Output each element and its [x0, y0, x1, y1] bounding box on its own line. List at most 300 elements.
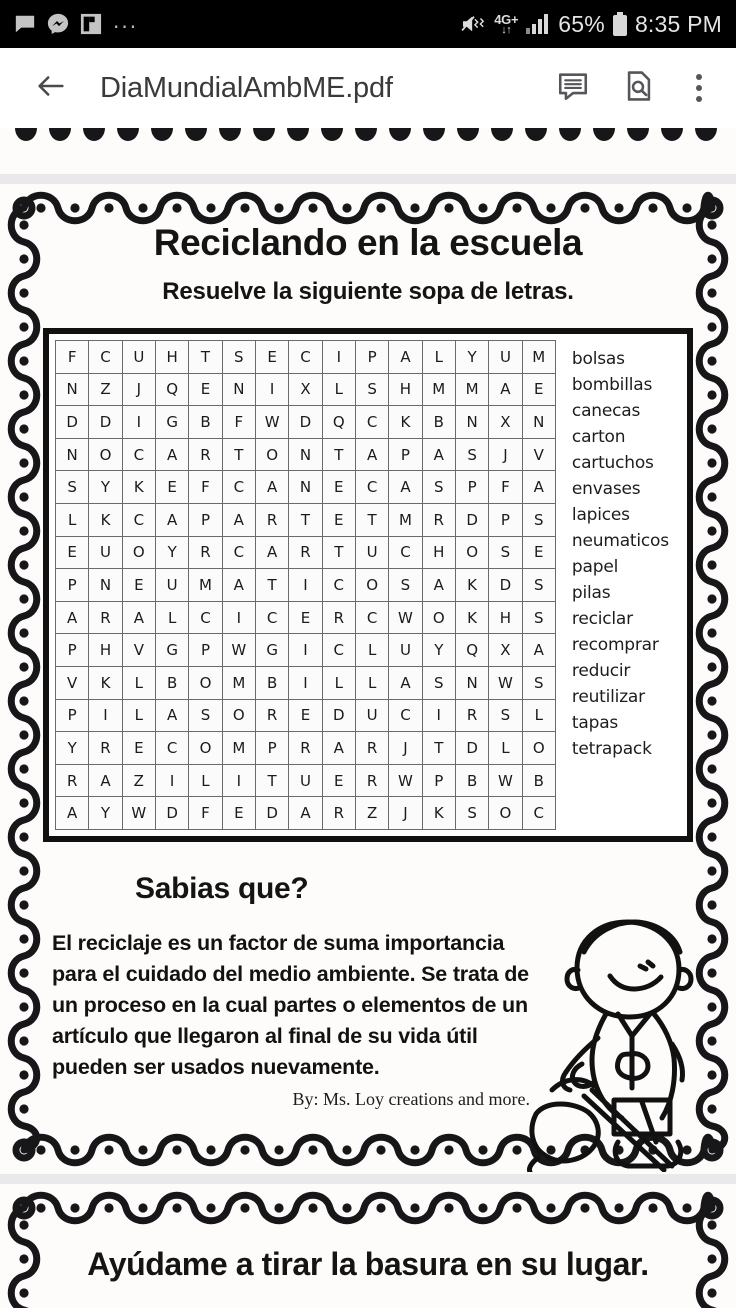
grid-cell[interactable]: C [222, 471, 255, 504]
grid-cell[interactable]: M [189, 569, 222, 602]
grid-cell[interactable]: R [189, 536, 222, 569]
grid-cell[interactable]: W [122, 797, 155, 830]
grid-cell[interactable]: A [155, 503, 188, 536]
grid-cell[interactable]: G [155, 406, 188, 439]
worksheet-instruction: Resuelve la siguiente sopa de letras. [162, 278, 574, 305]
grid-cell[interactable]: R [89, 732, 122, 765]
grid-cell[interactable]: H [155, 341, 188, 374]
grid-cell[interactable]: I [422, 699, 455, 732]
grid-cell[interactable]: E [189, 373, 222, 406]
grid-cell[interactable]: M [455, 373, 488, 406]
grid-cell[interactable]: L [522, 699, 555, 732]
grid-cell[interactable]: S [489, 536, 522, 569]
grid-cell[interactable]: D [155, 797, 188, 830]
grid-cell[interactable]: B [422, 406, 455, 439]
grid-cell[interactable]: I [222, 764, 255, 797]
grid-cell[interactable]: R [322, 797, 355, 830]
battery-percent-label: 65% [558, 10, 605, 37]
grid-cell[interactable]: M [522, 341, 555, 374]
grid-row [56, 764, 556, 797]
grid-cell[interactable]: A [522, 471, 555, 504]
grid-cell[interactable]: H [422, 536, 455, 569]
grid-cell[interactable]: E [56, 536, 89, 569]
grid-cell[interactable]: A [289, 797, 322, 830]
grid-cell[interactable]: A [155, 438, 188, 471]
grid-cell[interactable]: C [355, 471, 388, 504]
grid-cell[interactable]: C [389, 536, 422, 569]
grid-cell[interactable]: L [322, 666, 355, 699]
grid-row [56, 732, 556, 765]
grid-cell[interactable]: Q [155, 373, 188, 406]
grid-cell[interactable]: F [189, 797, 222, 830]
word-list [558, 338, 687, 832]
did-you-know-heading: Sabias que? [135, 871, 309, 905]
grid-cell[interactable]: X [489, 406, 522, 439]
word-list-item: tetrapack [571, 739, 652, 759]
flipboard-icon [80, 13, 102, 35]
grid-cell[interactable]: I [122, 406, 155, 439]
grid-cell[interactable]: L [122, 699, 155, 732]
grid-row [56, 471, 556, 504]
grid-cell[interactable]: L [422, 341, 455, 374]
grid-cell[interactable]: P [489, 503, 522, 536]
word-search-grid[interactable] [55, 340, 556, 830]
grid-cell[interactable]: N [455, 406, 488, 439]
grid-cell[interactable]: A [389, 666, 422, 699]
grid-cell[interactable]: O [89, 438, 122, 471]
grid-cell[interactable]: T [422, 732, 455, 765]
status-bar-left-icons [14, 7, 139, 35]
grid-cell[interactable]: D [322, 699, 355, 732]
grid-cell[interactable]: D [489, 569, 522, 602]
grid-row [56, 634, 556, 667]
grid-cell[interactable]: C [255, 601, 288, 634]
grid-cell[interactable]: S [56, 471, 89, 504]
grid-cell[interactable]: A [522, 634, 555, 667]
grid-cell[interactable]: D [89, 406, 122, 439]
grid-cell[interactable]: I [289, 569, 322, 602]
page-border-decoration-previous [0, 128, 736, 174]
grid-cell[interactable]: C [89, 341, 122, 374]
grid-cell[interactable]: C [122, 503, 155, 536]
grid-cell[interactable]: J [122, 373, 155, 406]
grid-cell[interactable]: E [522, 373, 555, 406]
grid-row [56, 341, 556, 374]
grid-cell[interactable]: A [255, 536, 288, 569]
grid-cell[interactable]: D [455, 503, 488, 536]
grid-cell[interactable]: A [322, 732, 355, 765]
grid-cell[interactable]: H [389, 373, 422, 406]
grid-cell[interactable]: A [422, 438, 455, 471]
worksheet-title: Reciclando en la escuela [153, 222, 583, 263]
grid-cell[interactable]: V [122, 634, 155, 667]
grid-cell[interactable]: T [222, 438, 255, 471]
grid-cell[interactable]: R [289, 732, 322, 765]
grid-cell[interactable]: S [455, 797, 488, 830]
grid-cell[interactable]: R [255, 503, 288, 536]
word-list-item: canecas [571, 401, 641, 421]
grid-cell[interactable]: U [389, 634, 422, 667]
grid-cell[interactable]: O [189, 732, 222, 765]
overflow-menu-button[interactable] [684, 68, 714, 108]
grid-cell[interactable]: O [455, 536, 488, 569]
grid-row [56, 536, 556, 569]
grid-cell[interactable]: N [455, 666, 488, 699]
grid-cell[interactable]: U [355, 536, 388, 569]
word-list-item: pilas [571, 583, 611, 603]
grid-cell[interactable]: S [422, 471, 455, 504]
grid-cell[interactable]: T [322, 438, 355, 471]
word-list-item: lapices [571, 505, 630, 525]
grid-cell[interactable]: O [422, 601, 455, 634]
grid-cell[interactable]: W [489, 764, 522, 797]
comment-icon [556, 69, 590, 108]
grid-cell[interactable]: K [122, 471, 155, 504]
grid-cell[interactable]: S [455, 438, 488, 471]
grid-cell[interactable]: S [189, 699, 222, 732]
grid-row [56, 406, 556, 439]
grid-cell[interactable]: E [322, 471, 355, 504]
grid-cell[interactable]: P [255, 732, 288, 765]
grid-cell[interactable]: S [389, 569, 422, 602]
grid-cell[interactable]: U [89, 536, 122, 569]
grid-cell[interactable]: U [122, 341, 155, 374]
word-list-item: neumaticos [571, 531, 669, 551]
grid-cell[interactable]: M [389, 503, 422, 536]
grid-cell[interactable]: P [56, 634, 89, 667]
grid-cell[interactable]: C [355, 406, 388, 439]
grid-cell[interactable]: D [289, 406, 322, 439]
grid-cell[interactable]: I [289, 666, 322, 699]
grid-cell[interactable]: L [155, 601, 188, 634]
grid-cell[interactable]: W [389, 601, 422, 634]
grid-cell[interactable]: K [389, 406, 422, 439]
grid-cell[interactable]: R [89, 601, 122, 634]
grid-cell[interactable]: W [489, 666, 522, 699]
grid-cell[interactable]: U [155, 569, 188, 602]
pdf-page-next [0, 1184, 736, 1308]
grid-cell[interactable]: A [122, 601, 155, 634]
signal-bars-icon [525, 13, 551, 35]
grid-cell[interactable]: C [389, 699, 422, 732]
grid-cell[interactable]: B [522, 764, 555, 797]
grid-cell[interactable]: S [522, 569, 555, 602]
grid-cell[interactable]: N [56, 438, 89, 471]
grid-cell[interactable]: G [155, 634, 188, 667]
grid-cell[interactable]: A [56, 601, 89, 634]
grid-cell[interactable]: P [56, 699, 89, 732]
status-bar-right-icons [461, 11, 722, 38]
grid-cell[interactable]: E [322, 503, 355, 536]
grid-cell[interactable]: B [455, 764, 488, 797]
grid-cell[interactable]: D [455, 732, 488, 765]
grid-cell[interactable]: X [289, 373, 322, 406]
word-list-item: reciclar [571, 609, 633, 629]
grid-cell[interactable]: J [389, 732, 422, 765]
grid-cell[interactable]: S [522, 601, 555, 634]
word-list-item: cartuchos [571, 453, 654, 473]
grid-cell[interactable]: C [322, 569, 355, 602]
mute-icon [461, 13, 487, 35]
pdf-viewport[interactable] [0, 128, 736, 1308]
grid-cell[interactable]: R [455, 699, 488, 732]
pdf-page-current [0, 184, 736, 1174]
back-button[interactable] [28, 65, 74, 111]
grid-cell[interactable]: I [89, 699, 122, 732]
grid-cell[interactable]: P [56, 569, 89, 602]
grid-cell[interactable]: L [355, 634, 388, 667]
comment-button[interactable] [552, 67, 594, 109]
word-list-item: reducir [571, 661, 631, 681]
grid-cell[interactable]: Y [422, 634, 455, 667]
grid-cell[interactable]: L [189, 764, 222, 797]
grid-cell[interactable]: Z [122, 764, 155, 797]
grid-cell[interactable]: T [189, 341, 222, 374]
grid-cell[interactable]: M [222, 666, 255, 699]
word-list-item: tapas [571, 713, 619, 733]
word-list-item: papel [571, 557, 619, 577]
grid-row [56, 699, 556, 732]
pdf-page-previous [0, 128, 736, 174]
grid-cell[interactable]: T [255, 764, 288, 797]
grid-cell[interactable]: Z [89, 373, 122, 406]
grid-cell[interactable]: V [56, 666, 89, 699]
word-list-item: bombillas [571, 375, 653, 395]
word-list-item: bolsas [571, 349, 625, 369]
grid-cell[interactable]: W [255, 406, 288, 439]
grid-cell[interactable]: P [355, 341, 388, 374]
word-search-grid-wrap [53, 338, 558, 832]
grid-cell[interactable]: O [222, 699, 255, 732]
document-search-icon [622, 69, 656, 108]
grid-cell[interactable]: A [222, 569, 255, 602]
grid-cell[interactable]: O [522, 732, 555, 765]
grid-cell[interactable]: A [255, 471, 288, 504]
grid-cell[interactable]: J [489, 438, 522, 471]
grid-cell[interactable]: C [289, 341, 322, 374]
word-list-item: reutilizar [571, 687, 645, 707]
overflow-menu-icon-dot3 [696, 96, 702, 102]
grid-cell[interactable]: P [189, 503, 222, 536]
word-list-item: recomprar [571, 635, 659, 655]
grid-cell[interactable]: I [222, 601, 255, 634]
grid-cell[interactable]: K [89, 503, 122, 536]
grid-row [56, 666, 556, 699]
grid-cell[interactable]: T [355, 503, 388, 536]
grid-cell[interactable]: C [355, 601, 388, 634]
grid-cell[interactable]: D [56, 406, 89, 439]
network-type-icon [494, 13, 518, 36]
grid-cell[interactable]: N [522, 406, 555, 439]
grid-cell[interactable]: P [389, 438, 422, 471]
grid-cell[interactable]: C [322, 634, 355, 667]
grid-cell[interactable]: N [56, 373, 89, 406]
grid-cell[interactable]: P [455, 471, 488, 504]
grid-cell[interactable]: S [422, 666, 455, 699]
grid-cell[interactable]: V [522, 438, 555, 471]
grid-cell[interactable]: L [322, 373, 355, 406]
grid-cell[interactable]: F [56, 341, 89, 374]
clock-label: 8:35 PM [634, 10, 722, 37]
document-search-button[interactable] [618, 67, 660, 109]
grid-cell[interactable]: Y [455, 341, 488, 374]
grid-cell[interactable]: T [255, 569, 288, 602]
more-notifications-ellipsis: ... [113, 7, 139, 33]
grid-row [56, 601, 556, 634]
grid-cell[interactable]: C [222, 536, 255, 569]
grid-cell[interactable]: E [289, 601, 322, 634]
grid-cell[interactable]: Y [155, 536, 188, 569]
app-bar [0, 48, 736, 128]
grid-cell[interactable]: I [289, 634, 322, 667]
grid-cell[interactable]: E [522, 536, 555, 569]
grid-cell[interactable]: F [489, 471, 522, 504]
grid-cell[interactable]: N [222, 373, 255, 406]
grid-cell[interactable]: N [289, 438, 322, 471]
grid-cell[interactable]: W [222, 634, 255, 667]
grid-cell[interactable]: K [422, 797, 455, 830]
grid-cell[interactable]: I [155, 764, 188, 797]
overflow-menu-icon-dot2 [696, 85, 702, 91]
grid-cell[interactable]: P [422, 764, 455, 797]
grid-cell[interactable]: L [489, 732, 522, 765]
grid-cell[interactable]: K [89, 666, 122, 699]
grid-row [56, 503, 556, 536]
grid-cell[interactable]: C [122, 438, 155, 471]
status-bar [0, 0, 736, 48]
grid-cell[interactable]: Y [56, 732, 89, 765]
grid-cell[interactable]: W [389, 764, 422, 797]
grid-cell[interactable]: A [89, 764, 122, 797]
grid-cell[interactable]: R [56, 764, 89, 797]
grid-cell[interactable]: I [255, 373, 288, 406]
grid-cell[interactable]: H [489, 601, 522, 634]
grid-cell[interactable]: A [222, 503, 255, 536]
grid-cell[interactable]: Q [322, 406, 355, 439]
grid-cell[interactable]: O [255, 438, 288, 471]
grid-cell[interactable]: K [455, 601, 488, 634]
grid-cell[interactable]: J [389, 797, 422, 830]
grid-cell[interactable]: X [489, 634, 522, 667]
grid-cell[interactable]: E [222, 797, 255, 830]
grid-cell[interactable]: U [489, 341, 522, 374]
grid-cell[interactable]: B [255, 666, 288, 699]
grid-cell[interactable]: G [255, 634, 288, 667]
grid-cell[interactable]: F [222, 406, 255, 439]
grid-cell[interactable]: R [355, 732, 388, 765]
child-sweeping-icon [522, 914, 722, 1172]
grid-cell[interactable]: E [289, 699, 322, 732]
grid-cell[interactable]: U [289, 764, 322, 797]
next-page-content [0, 1184, 736, 1283]
document-title: DiaMundialAmbME.pdf [100, 71, 393, 104]
grid-cell[interactable]: C [155, 732, 188, 765]
grid-cell[interactable]: L [122, 666, 155, 699]
grid-cell[interactable]: L [56, 503, 89, 536]
grid-cell[interactable]: R [322, 601, 355, 634]
grid-cell[interactable]: A [355, 438, 388, 471]
grid-cell[interactable]: C [189, 601, 222, 634]
did-you-know-body: El reciclaje es un factor de suma importancia para el cuidado del medio ambiente. Se trata de un proceso en la cual partes o elementos de un artículo que llegaron al final de su vida útil pueden ser usados nuevamente. [52, 930, 529, 1079]
grid-row [56, 797, 556, 830]
grid-cell[interactable]: O [122, 536, 155, 569]
network-type-label: 4G+ [494, 11, 519, 27]
grid-cell[interactable]: I [322, 341, 355, 374]
grid-cell[interactable]: S [522, 666, 555, 699]
grid-cell[interactable]: E [122, 732, 155, 765]
grid-row [56, 373, 556, 406]
grid-cell[interactable]: R [355, 764, 388, 797]
grid-cell[interactable]: O [189, 666, 222, 699]
grid-cell[interactable]: O [489, 797, 522, 830]
grid-cell[interactable]: R [255, 699, 288, 732]
grid-cell[interactable]: A [155, 699, 188, 732]
grid-cell[interactable]: M [222, 732, 255, 765]
next-page-caption: Ayúdame a tirar la basura en su lugar. [87, 1246, 649, 1282]
grid-cell[interactable]: S [355, 373, 388, 406]
grid-cell[interactable]: D [255, 797, 288, 830]
grid-cell[interactable]: B [155, 666, 188, 699]
grid-cell[interactable]: O [355, 569, 388, 602]
credit-line: By: Ms. Loy creations and more. [292, 1088, 530, 1109]
grid-cell[interactable]: T [289, 503, 322, 536]
grid-cell[interactable]: E [122, 569, 155, 602]
app-bar-actions [552, 67, 714, 109]
grid-cell[interactable]: E [155, 471, 188, 504]
word-list-item: carton [571, 427, 626, 447]
grid-cell[interactable]: Y [89, 797, 122, 830]
grid-cell[interactable]: R [189, 438, 222, 471]
grid-cell[interactable]: U [355, 699, 388, 732]
grid-cell[interactable]: M [422, 373, 455, 406]
grid-cell[interactable]: N [89, 569, 122, 602]
grid-cell[interactable]: S [522, 503, 555, 536]
grid-cell[interactable]: E [255, 341, 288, 374]
grid-cell[interactable]: A [389, 341, 422, 374]
grid-cell[interactable]: Y [89, 471, 122, 504]
grid-cell[interactable]: R [422, 503, 455, 536]
word-list-item: envases [571, 479, 641, 499]
grid-cell[interactable]: E [322, 764, 355, 797]
grid-cell[interactable]: P [189, 634, 222, 667]
grid-cell[interactable]: S [222, 341, 255, 374]
grid-row [56, 569, 556, 602]
word-search-panel [43, 328, 693, 842]
battery-icon [612, 12, 628, 36]
grid-cell[interactable]: Q [455, 634, 488, 667]
back-arrow-icon [34, 69, 68, 108]
grid-cell[interactable]: K [455, 569, 488, 602]
grid-cell[interactable]: Z [355, 797, 388, 830]
grid-cell[interactable]: S [489, 699, 522, 732]
grid-cell[interactable]: H [89, 634, 122, 667]
grid-cell[interactable]: B [189, 406, 222, 439]
grid-row [56, 438, 556, 471]
grid-cell[interactable]: T [322, 536, 355, 569]
data-arrows-icon: ↓↑ [501, 23, 512, 36]
grid-cell[interactable]: N [289, 471, 322, 504]
messenger-icon [47, 13, 69, 35]
grid-cell[interactable]: R [289, 536, 322, 569]
grid-cell[interactable]: A [489, 373, 522, 406]
overflow-menu-icon [696, 74, 702, 80]
grid-cell[interactable]: L [355, 666, 388, 699]
grid-cell[interactable]: F [189, 471, 222, 504]
grid-cell[interactable]: A [389, 471, 422, 504]
grid-cell[interactable]: C [522, 797, 555, 830]
grid-cell[interactable]: A [422, 569, 455, 602]
grid-cell[interactable]: A [56, 797, 89, 830]
